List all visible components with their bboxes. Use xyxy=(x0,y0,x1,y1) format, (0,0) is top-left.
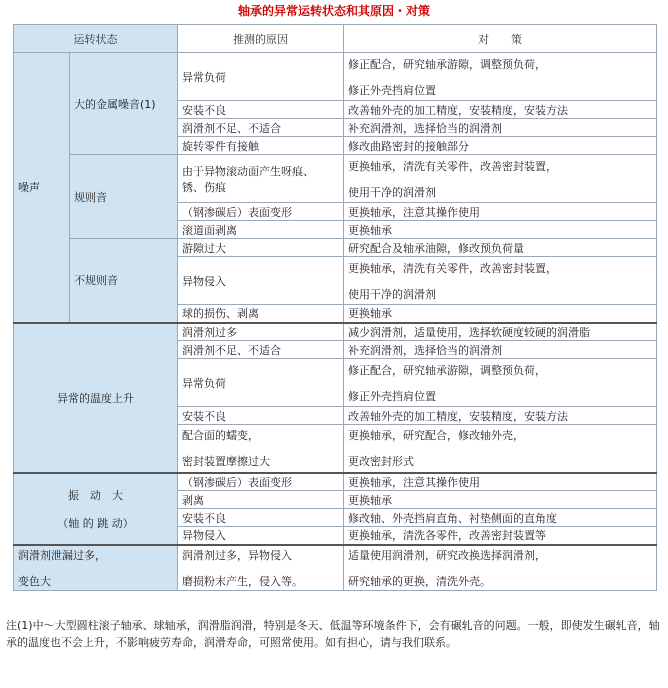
cause-cell: 剥离 xyxy=(178,491,344,509)
cause-cell: 配合面的蠕变， 密封装置摩擦过大 xyxy=(178,425,344,473)
page-title: 轴承的异常运转状态和其原因・对策 xyxy=(237,4,430,18)
table-row xyxy=(14,239,657,257)
table-row xyxy=(14,155,657,203)
state-temperature: 异常的温度上升 xyxy=(14,323,178,473)
measure-cell: 更换轴承，清洗有关零件，改善密封装置， 使用干净的润滑剂 xyxy=(344,257,657,305)
measure-cell: 修改轴、外壳挡肩直角、衬垫侧面的直角度 xyxy=(344,509,657,527)
cause-cell: （钢渗碳后）表面变形 xyxy=(178,473,344,491)
cause-cell: 安装不良 xyxy=(178,101,344,119)
cause-cell: 润滑剂过多 xyxy=(178,323,344,341)
table-row xyxy=(14,53,657,101)
cause-cell: 润滑剂过多，异物侵入 磨损粉末产生，侵入等。 xyxy=(178,545,344,591)
measure-cell: 修正配合，研究轴承游隙，调整预负荷， 修正外壳挡肩位置 xyxy=(344,359,657,407)
measure-cell: 更换轴承，注意其操作使用 xyxy=(344,473,657,491)
cause-cell: 游隙过大 xyxy=(178,239,344,257)
measure-cell: 适量使用润滑剂，研究改换选择润滑剂， 研究轴承的更换，清洗外壳。 xyxy=(344,545,657,591)
cause-cell: 安装不良 xyxy=(178,407,344,425)
cause-cell: 旋转零件有接触 xyxy=(178,137,344,155)
cause-cell: 安装不良 xyxy=(178,509,344,527)
measure-cell: 补充润滑剂，选择恰当的润滑剂 xyxy=(344,119,657,137)
measure-cell: 研究配合及轴承油隙，修改预负荷量 xyxy=(344,239,657,257)
substate-regular: 规则音 xyxy=(70,155,178,239)
measure-cell: 补充润滑剂，选择恰当的润滑剂 xyxy=(344,341,657,359)
table-header xyxy=(14,25,657,53)
cause-cell: 润滑剂不足、不适合 xyxy=(178,341,344,359)
cause-cell: 异物侵入 xyxy=(178,257,344,305)
header-cause: 推测的原因 xyxy=(178,25,344,53)
state-leak: 润滑剂泄漏过多， 变色大 xyxy=(14,545,178,591)
header-state: 运转状态 xyxy=(14,25,178,53)
cause-cell: 异常负荷 xyxy=(178,359,344,407)
cause-cell: 滚道面剥离 xyxy=(178,221,344,239)
table-row xyxy=(14,323,657,341)
substate-metal: 大的金属噪音(1) xyxy=(70,53,178,155)
cause-cell: 润滑剂不足、不适合 xyxy=(178,119,344,137)
table-row xyxy=(14,473,657,491)
cause-cell: 球的损伤、剥离 xyxy=(178,305,344,323)
measure-cell: 改善轴外壳的加工精度，安装精度，安装方法 xyxy=(344,101,657,119)
measure-cell: 修改曲路密封的接触部分 xyxy=(344,137,657,155)
measure-cell: 改善轴外壳的加工精度，安装精度，安装方法 xyxy=(344,407,657,425)
cause-cell: 异物侵入 xyxy=(178,527,344,545)
measure-cell: 更换轴承 xyxy=(344,491,657,509)
measure-cell: 减少润滑剂，适量使用，选择软硬度较硬的润滑脂 xyxy=(344,323,657,341)
footnote: 注(1)中～大型圆柱滚子轴承、球轴承，润滑脂润滑，特别是冬天、低温等环境条件下，会有碾轧音的问题。一般，即使发生碾轧音，轴承的温度也不会上升，不影响疲劳寿命，润滑寿命，可照常使用。如有担心，请与我们联系。 xyxy=(6,619,660,649)
measure-cell: 更换轴承 xyxy=(344,221,657,239)
measure-cell: 更换轴承，研究配合，修改轴外壳， 更改密封形式 xyxy=(344,425,657,473)
table-row xyxy=(14,545,657,591)
bearing-table xyxy=(13,24,657,591)
substate-irregular: 不规则音 xyxy=(70,239,178,323)
state-noise: 噪声 xyxy=(14,53,70,323)
state-vibration: 振 动 大 （轴 的 跳 动） xyxy=(14,473,178,545)
measure-cell: 修正配合，研究轴承游隙，调整预负荷， 修正外壳挡肩位置 xyxy=(344,53,657,101)
cause-cell: 异常负荷 xyxy=(178,53,344,101)
cause-cell: （钢渗碳后）表面变形 xyxy=(178,203,344,221)
measure-cell: 更换轴承，清洗有关零件，改善密封装置， 使用干净的润滑剂 xyxy=(344,155,657,203)
measure-cell: 更换轴承，清洗各零件，改善密封装置等 xyxy=(344,527,657,545)
measure-cell: 更换轴承，注意其操作使用 xyxy=(344,203,657,221)
header-measure: 对 策 xyxy=(344,25,657,53)
measure-cell: 更换轴承 xyxy=(344,305,657,323)
cause-cell: 由于异物滚动面产生呀痕、 锈、伤痕 xyxy=(178,155,344,203)
